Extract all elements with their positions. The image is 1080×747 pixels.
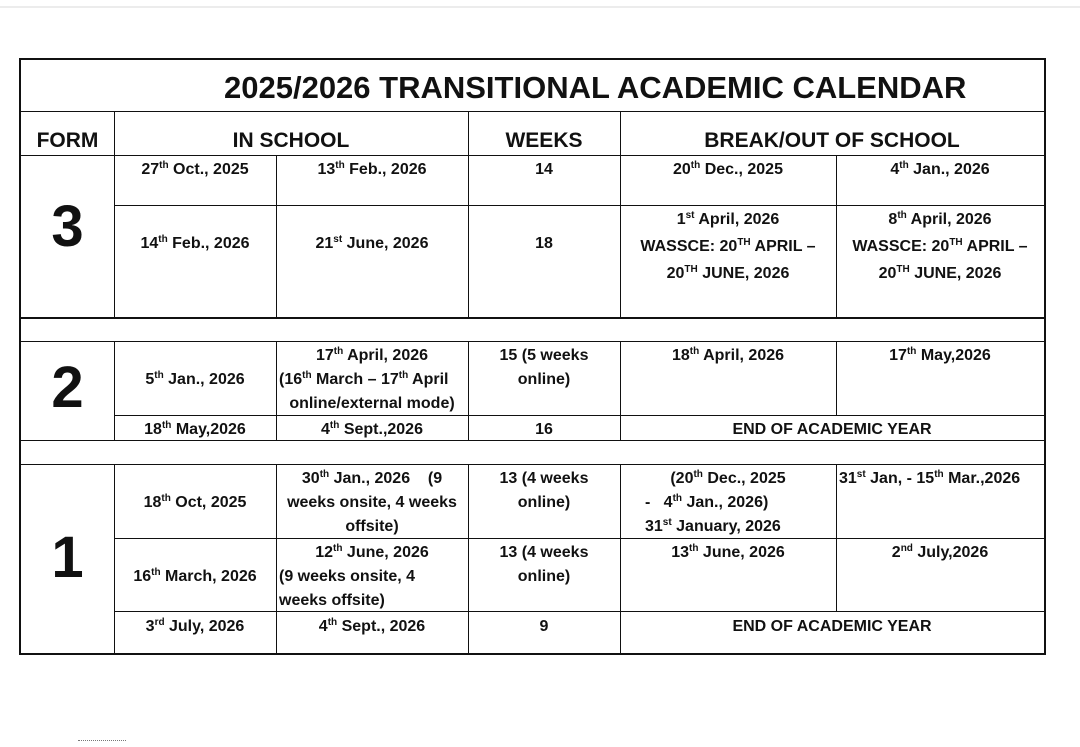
- row-divider: [114, 415, 1044, 416]
- f2r1-start: 5th Jan., 2026: [145, 370, 245, 388]
- f1r2-break-end: 2nd July,2026: [891, 543, 989, 561]
- f1r1-end-line2: weeks onsite, 4 weeks: [287, 494, 457, 511]
- f3r2-break-end: 8th April, 2026: [888, 210, 992, 228]
- f1r3-weeks: 9: [539, 618, 549, 635]
- f1r2-weeks-line2: online): [517, 568, 571, 585]
- f3r1-break-end: 4th Jan., 2026: [890, 160, 990, 178]
- header-weeks: WEEKS: [505, 129, 583, 152]
- f3r2-end: 21st June, 2026: [315, 234, 429, 252]
- f3r1-end: 13th Feb., 2026: [317, 160, 427, 178]
- f2r1-weeks-line1: 15 (5 weeks: [499, 347, 589, 364]
- form-3-label: 3: [51, 194, 84, 259]
- f1r2-end-line2: (9 weeks onsite, 4: [279, 568, 416, 585]
- f3r1-weeks: 14: [535, 161, 553, 178]
- f2r2-end-of-year: END OF ACADEMIC YEAR: [732, 421, 932, 438]
- f2r1-end-line3: online/external mode): [289, 395, 455, 412]
- f1r1-end-line1: 30th Jan., 2026 (9: [301, 469, 443, 487]
- row-divider: [21, 341, 1044, 342]
- f2r1-end-line1: 17th April, 2026: [315, 346, 429, 364]
- f3r2-weeks: 18: [535, 235, 553, 252]
- header-form: FORM: [36, 129, 99, 152]
- f1r2-start: 16th March, 2026: [133, 567, 257, 585]
- row-divider: [114, 611, 1044, 612]
- f2r2-start: 18th May,2026: [144, 420, 246, 438]
- page-footer-mark: [78, 740, 126, 744]
- f1r1-end-line3: offsite): [345, 518, 399, 535]
- top-divider: [0, 6, 1080, 8]
- form-1-label: 1: [51, 525, 84, 590]
- f2r1-weeks-line2: online): [517, 371, 571, 388]
- f3r2-wassce-line1: WASSCE: 20TH APRIL –: [640, 237, 816, 255]
- f3r2-break-start: 1st April, 2026: [676, 210, 780, 228]
- f1r2-break-start: 13th June, 2026: [671, 543, 785, 561]
- f1r2-end-line1: 12th June, 2026: [315, 543, 429, 561]
- header-break: BREAK/OUT OF SCHOOL: [704, 129, 960, 152]
- f3r1-start: 27th Oct., 2025: [141, 160, 249, 178]
- f1r1-break-end: 31st Jan, - 15th Mar.,2026: [839, 469, 1021, 487]
- row-divider: [114, 205, 1044, 206]
- row-divider: [114, 538, 1044, 539]
- f1r2-weeks-line1: 13 (4 weeks: [499, 544, 589, 561]
- f3r2-wassce-line1-b: WASSCE: 20TH APRIL –: [852, 237, 1028, 255]
- f2r1-end-line2: (16th March – 17th April: [279, 370, 449, 388]
- page-title: 2025/2026 TRANSITIONAL ACADEMIC CALENDAR: [224, 70, 967, 105]
- f3r1-break-start: 20th Dec., 2025: [673, 160, 783, 178]
- f2r2-weeks: 16: [535, 421, 553, 438]
- f1r3-end: 4th Sept., 2026: [318, 617, 426, 635]
- f2r2-end: 4th Sept.,2026: [321, 420, 423, 438]
- f1r1-weeks-line2: online): [517, 494, 571, 511]
- f1r1-break-line1: (20th Dec., 2025: [670, 469, 786, 487]
- f1r1-start: 18th Oct, 2025: [143, 493, 247, 511]
- f1r1-break-line3: 31st January, 2026: [645, 517, 781, 535]
- f3r2-start: 14th Feb., 2026: [140, 234, 250, 252]
- f2r1-break-end: 17th May,2026: [889, 346, 991, 364]
- f3r2-wassce-line2: 20TH JUNE, 2026: [666, 264, 790, 282]
- f1r1-weeks-line1: 13 (4 weeks: [499, 470, 589, 487]
- header-in-school: IN SCHOOL: [232, 129, 350, 152]
- academic-calendar-table: [19, 58, 1046, 655]
- f2r1-break-start: 18th April, 2026: [671, 346, 785, 364]
- row-divider: [21, 111, 1044, 112]
- row-divider: [21, 155, 1044, 156]
- f1r1-break-line2: - 4th Jan., 2026): [645, 493, 769, 511]
- row-divider: [21, 317, 1044, 319]
- f1r3-start: 3rd July, 2026: [145, 617, 245, 635]
- row-divider: [21, 464, 1044, 465]
- form-2-label: 2: [51, 355, 84, 420]
- f1r3-end-of-year: END OF ACADEMIC YEAR: [732, 618, 932, 635]
- f1r2-end-line3: weeks offsite): [279, 592, 385, 609]
- col-divider: [836, 464, 837, 611]
- f3r2-wassce-line2-b: 20TH JUNE, 2026: [878, 264, 1002, 282]
